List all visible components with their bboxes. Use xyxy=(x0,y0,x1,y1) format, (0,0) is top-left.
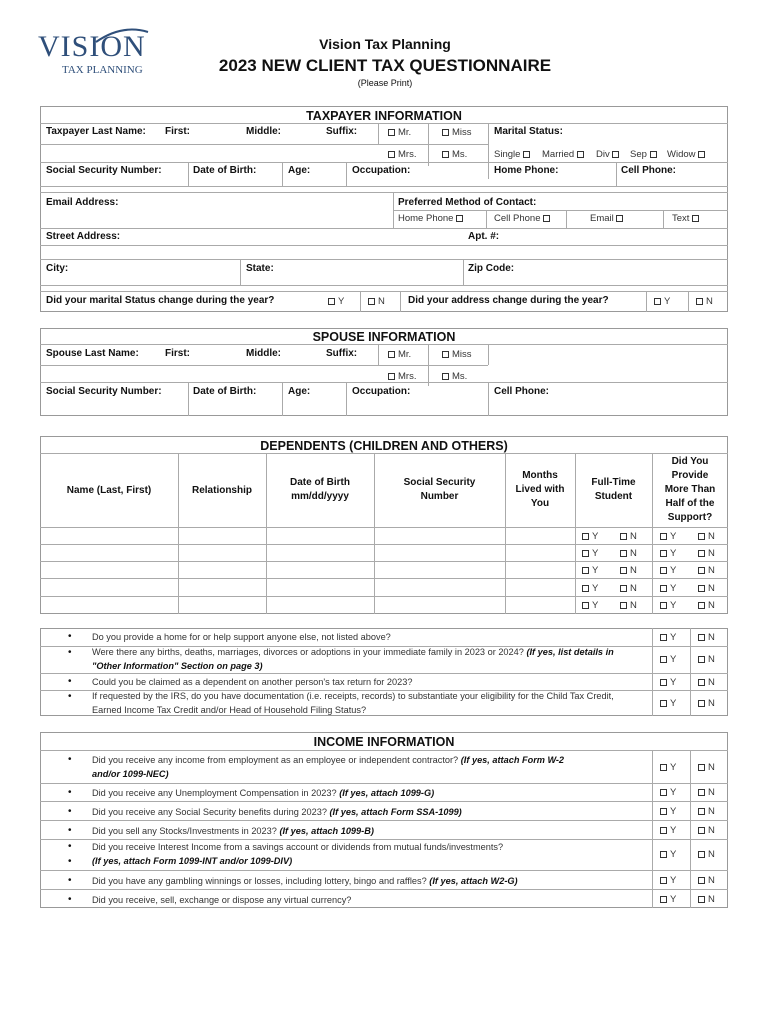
dep-question-3: Could you be claimed as a dependent on another person's tax return for 2023? xyxy=(92,677,413,687)
fulltime-no[interactable]: N xyxy=(620,600,637,611)
checkbox-icon xyxy=(692,215,699,222)
marital-div-option[interactable]: Div xyxy=(596,149,622,160)
spouse-suffix-ms-option[interactable]: Ms. xyxy=(442,371,467,382)
income-question-1: Did you receive any income from employment as an employee or independent contractor? (If yes, attach Form W-2 and/or 1099-NEC) xyxy=(92,755,565,779)
fulltime-yes[interactable]: Y xyxy=(582,548,598,559)
checkbox-icon xyxy=(698,877,705,884)
marital-change-question: Did your marital Status change during the year? xyxy=(46,295,275,306)
taxpayer-dob-label[interactable]: Date of Birth: xyxy=(193,165,257,176)
checkbox-icon xyxy=(328,298,335,305)
checkbox-icon xyxy=(698,896,705,903)
dep-col-name: Name (Last, First) xyxy=(66,485,152,496)
income-q6-yes[interactable]: Y xyxy=(660,875,676,886)
income-question-3: Did you receive any Social Security benefits during 2023? (If yes, attach Form SSA-1099) xyxy=(92,807,462,817)
logo-text: VISION xyxy=(38,30,146,63)
spouse-suffix-label: Suffix: xyxy=(326,348,358,359)
income-q7-yes[interactable]: Y xyxy=(660,894,676,905)
marital-change-no[interactable]: N xyxy=(368,296,385,307)
bullet-icon: • xyxy=(68,806,72,817)
checkbox-icon xyxy=(388,151,395,158)
income-q2-no[interactable]: N xyxy=(698,787,715,798)
marital-change-yes[interactable]: Y xyxy=(328,296,344,307)
income-title: INCOME INFORMATION xyxy=(313,735,455,749)
checkbox-icon xyxy=(388,129,395,136)
marital-widow-option[interactable]: Widow xyxy=(667,149,708,160)
taxpayer-age-label[interactable]: Age: xyxy=(288,165,311,176)
checkbox-icon xyxy=(442,373,449,380)
checkbox-icon xyxy=(368,298,375,305)
fulltime-no[interactable]: N xyxy=(620,583,637,594)
address-change-no[interactable]: N xyxy=(696,296,713,307)
spouse-title: SPOUSE INFORMATION xyxy=(312,330,456,344)
spouse-first-label[interactable]: First: xyxy=(165,348,190,359)
dep-col-support: Did You Provide More Than Half of the Support? xyxy=(664,456,716,523)
spouse-middle-label[interactable]: Middle: xyxy=(246,348,281,359)
checkbox-icon xyxy=(620,550,627,557)
checkbox-icon xyxy=(698,789,705,796)
checkbox-icon xyxy=(698,851,705,858)
taxpayer-first-label[interactable]: First: xyxy=(165,126,190,137)
checkbox-icon xyxy=(388,351,395,358)
fulltime-yes[interactable]: Y xyxy=(582,565,598,576)
spouse-suffix-mr-option[interactable]: Mr. xyxy=(388,349,411,360)
checkbox-icon xyxy=(698,656,705,663)
spouse-dob-label[interactable]: Date of Birth: xyxy=(193,386,257,397)
checkbox-icon xyxy=(612,151,619,158)
dep-q4-no[interactable]: N xyxy=(698,698,715,709)
income-q6-no[interactable]: N xyxy=(698,875,715,886)
checkbox-icon xyxy=(660,764,667,771)
suffix-miss-option[interactable]: Miss xyxy=(442,127,472,138)
support-no[interactable]: N xyxy=(698,531,715,542)
dep-col-months: Months Lived with You xyxy=(515,470,565,509)
taxpayer-occupation-label[interactable]: Occupation: xyxy=(352,165,411,176)
suffix-mr-option[interactable]: Mr. xyxy=(388,127,411,138)
income-q5-yes[interactable]: Y xyxy=(660,849,676,860)
checkbox-icon xyxy=(582,550,589,557)
bullet-icon: • xyxy=(68,856,72,867)
income-q4-no[interactable]: N xyxy=(698,825,715,836)
spouse-suffix-miss-option[interactable]: Miss xyxy=(442,349,472,360)
income-q1-no[interactable]: N xyxy=(698,762,715,773)
support-yes[interactable]: Y xyxy=(660,600,676,611)
apt-label[interactable]: Apt. #: xyxy=(468,231,500,242)
checkbox-icon xyxy=(660,679,667,686)
checkbox-icon xyxy=(698,602,705,609)
dep-question-1: Do you provide a home for or help support anyone else, not listed above? xyxy=(92,632,391,642)
checkbox-icon xyxy=(660,851,667,858)
dep-question-4: If requested by the IRS, do you have documentation (i.e. receipts, records) to substantiate your eligibility for the Child Tax Credit, Earned Income Tax Credit and/or Head of Household Filing Status? xyxy=(92,691,614,715)
dep-q3-yes[interactable]: Y xyxy=(660,677,676,688)
taxpayer-cell-phone-label[interactable]: Cell Phone: xyxy=(621,165,677,176)
checkbox-icon xyxy=(582,567,589,574)
checkbox-icon xyxy=(698,550,705,557)
dep-col-relationship: Relationship xyxy=(191,485,252,496)
support-no[interactable]: N xyxy=(698,583,715,594)
checkbox-icon xyxy=(660,602,667,609)
checkbox-icon xyxy=(616,215,623,222)
income-q3-yes[interactable]: Y xyxy=(660,806,676,817)
checkbox-icon xyxy=(582,533,589,540)
support-yes[interactable]: Y xyxy=(660,531,676,542)
bullet-icon: • xyxy=(68,841,72,852)
support-no[interactable]: N xyxy=(698,548,715,559)
checkbox-icon xyxy=(650,151,657,158)
bullet-icon: • xyxy=(68,676,72,687)
taxpayer-title: TAXPAYER INFORMATION xyxy=(306,109,462,123)
fulltime-no[interactable]: N xyxy=(620,531,637,542)
dep-col-ssn: Social Security Number xyxy=(403,477,476,502)
bullet-icon: • xyxy=(68,825,72,836)
income-question-2: Did you receive any Unemployment Compensation in 2023? (If yes, attach 1099-G) xyxy=(92,788,435,798)
checkbox-icon xyxy=(654,298,661,305)
bullet-icon: • xyxy=(68,875,72,886)
page-title: 2023 NEW CLIENT TAX QUESTIONNAIRE xyxy=(218,56,552,75)
state-label[interactable]: State: xyxy=(246,263,274,274)
income-q5-no[interactable]: N xyxy=(698,849,715,860)
checkbox-icon xyxy=(442,151,449,158)
checkbox-icon xyxy=(698,764,705,771)
taxpayer-email-label[interactable]: Email Address: xyxy=(46,197,119,208)
logo-subtext: TAX PLANNING xyxy=(62,64,143,76)
fulltime-no[interactable]: N xyxy=(620,565,637,576)
checkbox-icon xyxy=(620,585,627,592)
spouse-ssn-label[interactable]: Social Security Number: xyxy=(46,386,162,397)
checkbox-icon xyxy=(582,602,589,609)
preferred-contact-label: Preferred Method of Contact: xyxy=(398,197,537,208)
checkbox-icon xyxy=(660,700,667,707)
suffix-mrs-option[interactable]: Mrs. xyxy=(388,149,416,160)
support-yes[interactable]: Y xyxy=(660,583,676,594)
address-change-yes[interactable]: Y xyxy=(654,296,670,307)
support-yes[interactable]: Y xyxy=(660,565,676,576)
checkbox-icon xyxy=(698,634,705,641)
bullet-icon: • xyxy=(68,647,72,658)
zip-label[interactable]: Zip Code: xyxy=(468,263,515,274)
checkbox-icon xyxy=(698,827,705,834)
bullet-icon: • xyxy=(68,894,72,905)
income-q1-yes[interactable]: Y xyxy=(660,762,676,773)
checkbox-icon xyxy=(660,533,667,540)
checkbox-icon xyxy=(442,351,449,358)
checkbox-icon xyxy=(698,679,705,686)
checkbox-icon xyxy=(698,533,705,540)
income-question-4: Did you sell any Stocks/Investments in 2023? (If yes, attach 1099-B) xyxy=(92,826,374,836)
bullet-icon: • xyxy=(68,787,72,798)
dep-q4-yes[interactable]: Y xyxy=(660,698,676,709)
income-q3-no[interactable]: N xyxy=(698,806,715,817)
checkbox-icon xyxy=(660,567,667,574)
checkbox-icon xyxy=(660,789,667,796)
bullet-icon: • xyxy=(68,754,72,765)
checkbox-icon xyxy=(660,877,667,884)
income-q7-no[interactable]: N xyxy=(698,894,715,905)
pref-cell-phone-option[interactable]: Cell Phone xyxy=(494,213,553,224)
marital-married-option[interactable]: Married xyxy=(542,149,587,160)
checkbox-icon xyxy=(620,533,627,540)
taxpayer-suffix-label: Suffix: xyxy=(326,126,358,137)
checkbox-icon xyxy=(698,151,705,158)
dep-col-dob: Date of Birth mm/dd/yyyy xyxy=(290,477,350,502)
checkbox-icon xyxy=(696,298,703,305)
spouse-cell-phone-label[interactable]: Cell Phone: xyxy=(494,386,550,397)
dep-q1-no[interactable]: N xyxy=(698,632,715,643)
dep-q2-yes[interactable]: Y xyxy=(660,654,676,665)
dep-q3-no[interactable]: N xyxy=(698,677,715,688)
street-address-label[interactable]: Street Address: xyxy=(46,231,121,242)
income-question-5: Did you receive Interest Income from a savings account or dividends from mutual funds/investments? (If yes, attach Form 1099-INT and/or 1099-DIV) xyxy=(92,842,504,866)
marital-single-option[interactable]: Single xyxy=(494,149,533,160)
fulltime-yes[interactable]: Y xyxy=(582,600,598,611)
checkbox-icon xyxy=(698,700,705,707)
checkbox-icon xyxy=(582,585,589,592)
checkbox-icon xyxy=(456,215,463,222)
taxpayer-middle-label[interactable]: Middle: xyxy=(246,126,281,137)
spouse-occupation-label[interactable]: Occupation: xyxy=(352,386,411,397)
checkbox-icon xyxy=(660,634,667,641)
checkbox-icon xyxy=(660,585,667,592)
income-q2-yes[interactable]: Y xyxy=(660,787,676,798)
dependents-title: DEPENDENTS (CHILDREN AND OTHERS) xyxy=(260,439,508,453)
checkbox-icon xyxy=(543,215,550,222)
checkbox-icon xyxy=(620,602,627,609)
checkbox-icon xyxy=(698,567,705,574)
spouse-suffix-mrs-option[interactable]: Mrs. xyxy=(388,371,416,382)
checkbox-icon xyxy=(660,896,667,903)
checkbox-icon xyxy=(388,373,395,380)
spouse-last-name-label[interactable]: Spouse Last Name: xyxy=(46,348,139,359)
spouse-age-label[interactable]: Age: xyxy=(288,386,311,397)
fulltime-yes[interactable]: Y xyxy=(582,531,598,542)
marital-status-label: Marital Status: xyxy=(494,126,563,137)
page-subtitle: (Please Print) xyxy=(357,78,413,88)
checkbox-icon xyxy=(577,151,584,158)
pref-home-phone-option[interactable]: Home Phone xyxy=(398,213,466,224)
company-name: Vision Tax Planning xyxy=(319,36,451,52)
checkbox-icon xyxy=(660,808,667,815)
checkbox-icon xyxy=(620,567,627,574)
bullet-icon: • xyxy=(68,691,72,702)
checkbox-icon xyxy=(660,827,667,834)
checkbox-icon xyxy=(660,656,667,663)
checkbox-icon xyxy=(442,129,449,136)
taxpayer-home-phone-label[interactable]: Home Phone: xyxy=(494,165,559,176)
income-q4-yes[interactable]: Y xyxy=(660,825,676,836)
taxpayer-ssn-label[interactable]: Social Security Number: xyxy=(46,165,162,176)
pref-text-option[interactable]: Text xyxy=(672,213,702,224)
dep-q2-no[interactable]: N xyxy=(698,654,715,665)
marital-sep-option[interactable]: Sep xyxy=(630,149,660,160)
support-no[interactable]: N xyxy=(698,565,715,576)
suffix-ms-option[interactable]: Ms. xyxy=(442,149,467,160)
support-yes[interactable]: Y xyxy=(660,548,676,559)
income-question-7: Did you receive, sell, exchange or dispose any virtual currency? xyxy=(92,895,352,905)
checkbox-icon xyxy=(698,808,705,815)
dep-question-2: Were there any births, deaths, marriages, divorces or adoptions in your immediate family in 2023 or 2024? (If yes, list details in "Other Information" Section on page 3) xyxy=(92,647,614,671)
checkbox-icon xyxy=(698,585,705,592)
support-no[interactable]: N xyxy=(698,600,715,611)
fulltime-no[interactable]: N xyxy=(620,548,637,559)
pref-email-option[interactable]: Email xyxy=(590,213,626,224)
bullet-icon: • xyxy=(68,631,72,642)
checkbox-icon xyxy=(660,550,667,557)
city-label[interactable]: City: xyxy=(46,263,69,274)
checkbox-icon xyxy=(523,151,530,158)
dep-q1-yes[interactable]: Y xyxy=(660,632,676,643)
taxpayer-last-name-label[interactable]: Taxpayer Last Name: xyxy=(46,126,146,137)
income-question-6: Did you have any gambling winnings or losses, including lottery, bingo and raffles? (If yes, attach W2-G) xyxy=(92,876,518,886)
dep-col-fulltime: Full-Time Student xyxy=(591,477,636,502)
fulltime-yes[interactable]: Y xyxy=(582,583,598,594)
address-change-question: Did your address change during the year? xyxy=(408,295,609,306)
